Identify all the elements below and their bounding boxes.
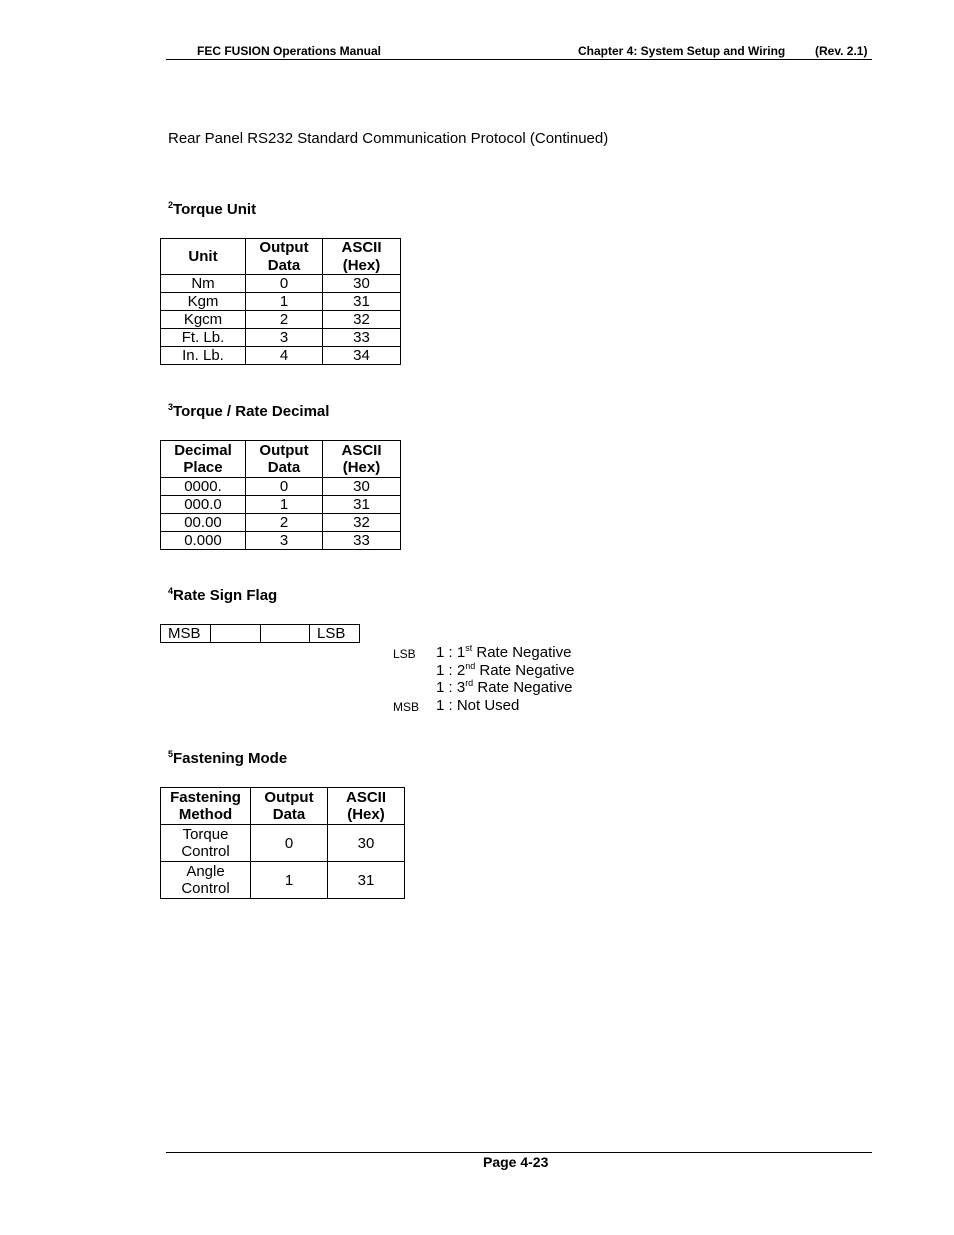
- bit-row: [161, 625, 360, 643]
- cell: 34: [323, 347, 401, 365]
- table-row: [161, 514, 401, 532]
- lsb-tag: LSB: [393, 647, 416, 661]
- table-row: [161, 862, 405, 899]
- table-header-row: [161, 441, 401, 478]
- bit-cell-msb: MSB: [161, 625, 211, 643]
- table-row: [161, 311, 401, 329]
- legend-text: 1 : Not Used: [436, 697, 520, 714]
- legend-text: 1 : 3: [436, 679, 466, 696]
- table-header-row: [161, 239, 401, 275]
- cell: 0000.: [161, 478, 246, 496]
- cell: 0: [251, 825, 328, 862]
- rate-decimal-table: [160, 440, 401, 550]
- col-header-unit: Unit: [161, 239, 246, 275]
- col-header-output: Output Data: [246, 441, 323, 478]
- cell: 32: [323, 311, 401, 329]
- page-number: Page 4-23: [483, 1154, 549, 1170]
- cell: 0.000: [161, 532, 246, 550]
- header-rule: [166, 59, 872, 60]
- cell: Nm: [161, 275, 246, 293]
- col-header-output: Output Data: [251, 788, 328, 825]
- legend-ordinal: st: [465, 643, 473, 653]
- section-torque-unit-title: [168, 201, 256, 218]
- section-title-text: Fastening Mode: [173, 750, 288, 767]
- col-header-ascii: ASCII (Hex): [323, 239, 401, 275]
- col-header-output: Output Data: [246, 239, 323, 275]
- table-row: [161, 478, 401, 496]
- cell: 2: [246, 514, 323, 532]
- legend-item: [436, 662, 574, 679]
- legend-text: 1 : 1: [436, 644, 466, 661]
- cell: 32: [323, 514, 401, 532]
- bit-cell: [261, 625, 310, 643]
- col-header-ascii: ASCII (Hex): [328, 788, 405, 825]
- cell: 0: [246, 478, 323, 496]
- cell: 30: [323, 275, 401, 293]
- cell: 31: [328, 862, 405, 899]
- fastening-mode-table: [160, 787, 405, 899]
- footnote-number: 5: [168, 749, 174, 759]
- col-header-method: Fastening Method: [161, 788, 251, 825]
- cell: 000.0: [161, 496, 246, 514]
- cell: 1: [246, 293, 323, 311]
- col-header-ascii: ASCII (Hex): [323, 441, 401, 478]
- torque-unit-table: [160, 238, 401, 365]
- section-rate-sign-title: [168, 587, 277, 604]
- header-manual-title: FEC FUSION Operations Manual: [197, 44, 382, 58]
- cell: 33: [323, 532, 401, 550]
- cell: 3: [246, 532, 323, 550]
- table-row: [161, 347, 401, 365]
- legend-text: 1 : 2: [436, 662, 466, 679]
- cell: 00.00: [161, 514, 246, 532]
- msb-tag: MSB: [393, 700, 420, 714]
- cell: 31: [323, 293, 401, 311]
- cell: 3: [246, 329, 323, 347]
- cell: 1: [251, 862, 328, 899]
- table-row: [161, 275, 401, 293]
- header-chapter: Chapter 4: System Setup and Wiring: [578, 44, 786, 58]
- legend-ordinal: nd: [465, 661, 476, 671]
- table-row: [161, 329, 401, 347]
- legend-text: Rate Negative: [473, 679, 573, 696]
- cell: Torque Control: [161, 825, 251, 862]
- footnote-number: 4: [168, 586, 174, 596]
- legend-text: Rate Negative: [475, 662, 575, 679]
- cell: Kgcm: [161, 311, 246, 329]
- bit-cell-lsb: LSB: [310, 625, 360, 643]
- rate-sign-bit-table: [160, 624, 360, 643]
- legend-text: Rate Negative: [472, 644, 572, 661]
- cell: 4: [246, 347, 323, 365]
- cell: 30: [323, 478, 401, 496]
- cell: Ft. Lb.: [161, 329, 246, 347]
- cell: 2: [246, 311, 323, 329]
- section-title-text: Torque / Rate Decimal: [173, 403, 330, 420]
- table-header-row: [161, 788, 405, 825]
- cell: Kgm: [161, 293, 246, 311]
- cell: 33: [323, 329, 401, 347]
- section-fastening-title: [168, 750, 287, 767]
- header-revision: (Rev. 2.1): [815, 44, 868, 58]
- cell: 1: [246, 496, 323, 514]
- section-title-text: Torque Unit: [173, 201, 257, 218]
- cell: In. Lb.: [161, 347, 246, 365]
- legend-item: [436, 679, 572, 696]
- bit-cell: [211, 625, 261, 643]
- footnote-number: 2: [168, 200, 174, 210]
- intro-heading: Rear Panel RS232 Standard Communication Protocol (Continued): [168, 130, 609, 147]
- cell: Angle Control: [161, 862, 251, 899]
- cell: 0: [246, 275, 323, 293]
- table-row: [161, 293, 401, 311]
- section-title-text: Rate Sign Flag: [173, 587, 278, 604]
- legend-ordinal: rd: [465, 678, 474, 688]
- legend-item: [436, 697, 519, 714]
- footer-rule: [166, 1152, 872, 1153]
- cell: 30: [328, 825, 405, 862]
- table-row: [161, 532, 401, 550]
- col-header-decimal: Decimal Place: [161, 441, 246, 478]
- table-row: [161, 825, 405, 862]
- cell: 31: [323, 496, 401, 514]
- section-rate-decimal-title: [168, 403, 329, 420]
- table-row: [161, 496, 401, 514]
- footnote-number: 3: [168, 402, 174, 412]
- legend-item: [436, 644, 571, 661]
